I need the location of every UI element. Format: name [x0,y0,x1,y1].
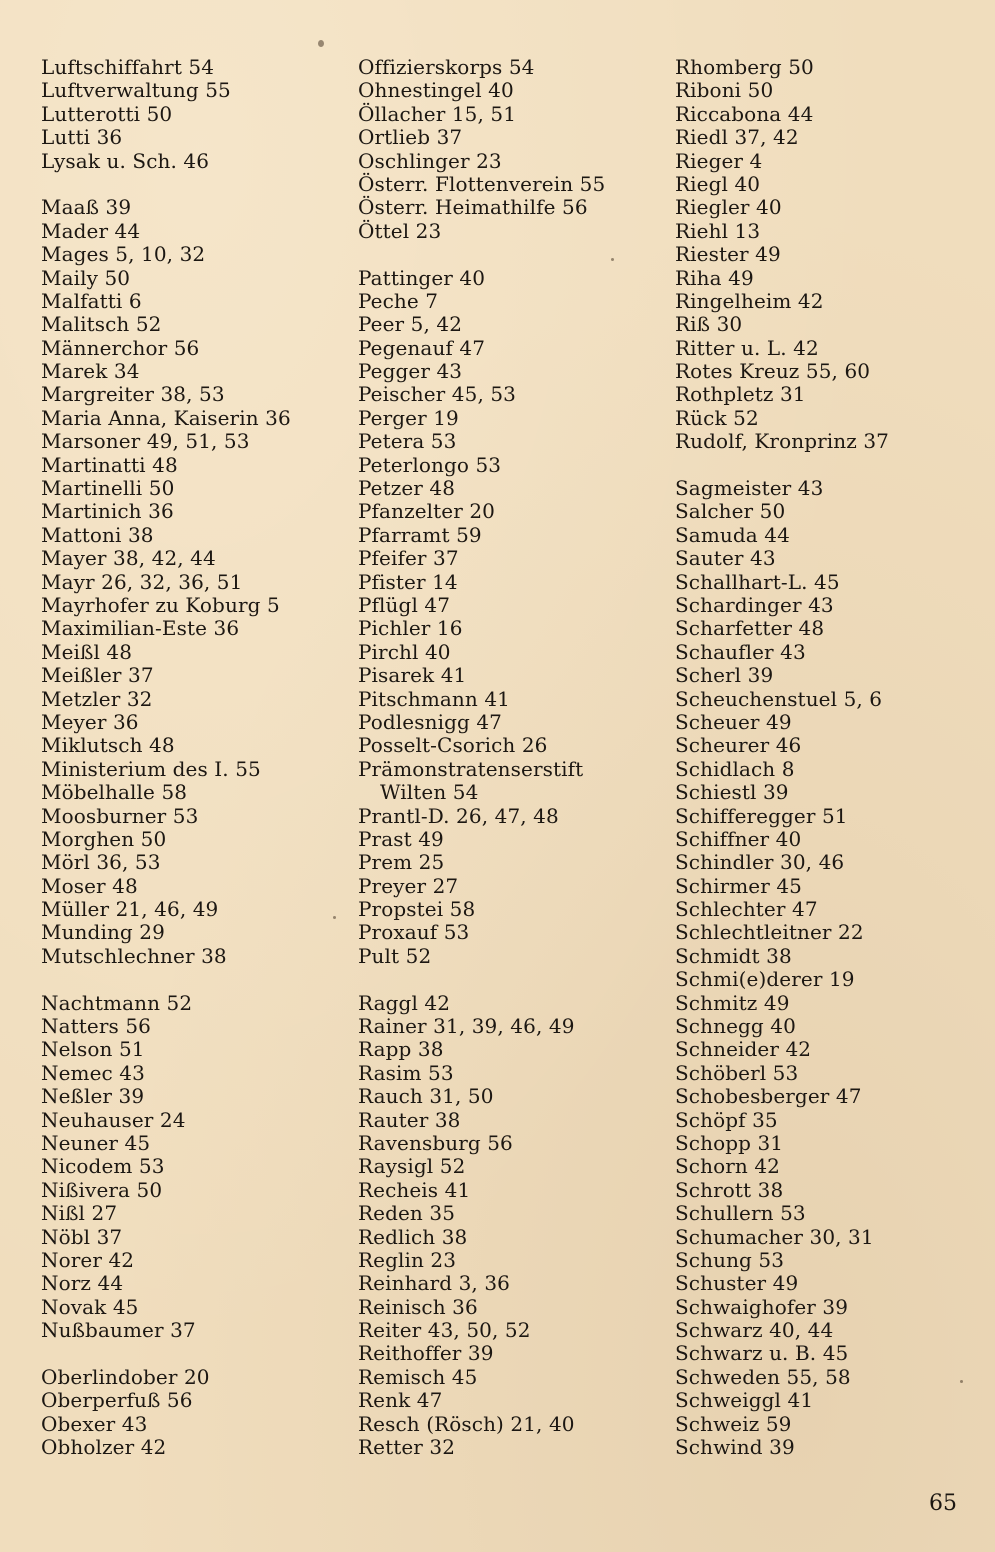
index-entry: Pattinger 40 [358,265,486,290]
index-entry: Nemec 43 [41,1060,145,1085]
index-entry: Raysigl 52 [358,1154,466,1179]
index-entry: Mutschlechner 38 [41,943,227,968]
index-entry: Nachtmann 52 [41,990,193,1015]
index-entry: Öllacher 15, 51 [358,101,517,126]
index-entry: Schallhart-L. 45 [675,569,840,594]
index-entry: Natters 56 [41,1014,151,1039]
index-entry: Mörl 36, 53 [41,850,161,875]
index-entry: Schwind 39 [675,1435,795,1460]
index-entry: Miklutsch 48 [41,733,175,758]
index-entry: Mayer 38, 42, 44 [41,546,216,571]
index-entry: Podlesnigg 47 [358,709,502,734]
index-entry: Martinelli 50 [41,476,175,501]
index-entry: Pichler 16 [358,616,463,641]
index-entry: Peer 5, 42 [358,312,463,337]
index-entry: Rauch 31, 50 [358,1084,494,1109]
index-entry: Nußbaumer 37 [41,1318,196,1343]
index-entry: Martinich 36 [41,499,174,524]
index-entry: Maximilian-Este 36 [41,616,240,641]
index-entry: Renk 47 [358,1388,443,1413]
index-entry: Peischer 45, 53 [358,382,517,407]
index-entry: Pfeifer 37 [358,546,459,571]
index-entry: Reinisch 36 [358,1294,478,1319]
index-entry: Ministerium des I. 55 [41,756,261,781]
ink-speck [333,916,336,919]
index-entry: Lutterotti 50 [41,101,173,126]
index-entry: Mayrhofer zu Koburg 5 [41,592,280,617]
index-entry: Pirchl 40 [358,639,451,664]
index-entry: Petzer 48 [358,476,456,501]
section-gap [41,968,291,991]
index-entry: Posselt-Csorich 26 [358,733,548,758]
index-entry: Luftverwaltung 55 [41,78,231,103]
index-entry: Wilten 54 [380,780,479,805]
index-entry: Schuster 49 [675,1271,799,1296]
index-entry: Pegenauf 47 [358,335,486,360]
index-entry: Schöberl 53 [675,1060,799,1085]
index-entry: Norz 44 [41,1271,124,1296]
page-number: 65 [929,1491,957,1516]
index-entry: Schindler 30, 46 [675,850,845,875]
index-entry: Reinhard 3, 36 [358,1271,510,1296]
index-entry: Ortlieb 37 [358,125,463,150]
index-entry: Mattoni 38 [41,522,154,547]
section-gap [358,968,605,991]
index-entry: Meißl 48 [41,639,133,664]
index-entry: Riboni 50 [675,78,774,103]
index-entry: Resch (Rösch) 21, 40 [358,1411,575,1436]
index-entry: Schnegg 40 [675,1014,796,1039]
index-entry: Scherl 39 [675,663,774,688]
index-entry: Prämonstratenserstift [358,756,584,781]
index-entry: Moosburner 53 [41,803,199,828]
index-entry: Schumacher 30, 31 [675,1224,874,1249]
index-entry: Riha 49 [675,265,754,290]
index-entry: Reiter 43, 50, 52 [358,1318,531,1343]
index-entry: Rieger 4 [675,148,763,173]
index-entry: Lysak u. Sch. 46 [41,148,210,173]
index-entry: Schweiggl 41 [675,1388,814,1413]
index-entry: Maily 50 [41,265,131,290]
index-entry: Obholzer 42 [41,1435,167,1460]
index-column-2 [358,56,605,1459]
index-entry: Reithoffer 39 [358,1341,494,1366]
index-entry: Salcher 50 [675,499,786,524]
index-entry: Rauter 38 [358,1107,461,1132]
index-entry: Öttel 23 [358,218,442,243]
section-gap [41,173,291,196]
index-entry: Schmidt 38 [675,943,792,968]
index-entry: Rasim 53 [358,1060,454,1085]
index-entry: Meißler 37 [41,663,154,688]
index-entry: Österr. Flottenverein 55 [358,171,606,196]
index-entry: Ritter u. L. 42 [675,335,819,360]
index-entry: Männerchor 56 [41,335,200,360]
index-entry: Pfarramt 59 [358,522,482,547]
index-entry: Lutti 36 [41,125,123,150]
index-entry: Müller 21, 46, 49 [41,897,219,922]
index-entry: Pflügl 47 [358,592,451,617]
index-entry: Nißivera 50 [41,1177,163,1202]
index-entry: Marek 34 [41,359,140,384]
index-entry: Prem 25 [358,850,445,875]
index-entry: Maria Anna, Kaiserin 36 [41,405,291,430]
index-entry: Reglin 23 [358,1247,457,1272]
index-entry: Rotes Kreuz 55, 60 [675,359,871,384]
index-entry: Obexer 43 [41,1411,148,1436]
index-entry: Recheis 41 [358,1177,471,1202]
index-entry: Neuner 45 [41,1130,151,1155]
index-entry: Meyer 36 [41,709,139,734]
index-entry: Schmitz 49 [675,990,790,1015]
index-entry: Oberlindober 20 [41,1364,210,1389]
index-entry: Retter 32 [358,1435,456,1460]
index-entry: Remisch 45 [358,1364,478,1389]
index-entry: Schardinger 43 [675,592,834,617]
index-entry: Petera 53 [358,429,457,454]
index-entry: Mader 44 [41,218,141,243]
index-entry: Schwarz 40, 44 [675,1318,834,1343]
index-entry: Neßler 39 [41,1084,145,1109]
index-entry: Metzler 32 [41,686,153,711]
index-entry: Mayr 26, 32, 36, 51 [41,569,243,594]
index-entry: Schidlach 8 [675,756,795,781]
index-entry: Scharfetter 48 [675,616,825,641]
index-entry: Pfanzelter 20 [358,499,495,524]
index-entry: Peche 7 [358,288,439,313]
index-entry: Scheuchenstuel 5, 6 [675,686,883,711]
index-entry: Möbelhalle 58 [41,780,188,805]
index-entry: Nicodem 53 [41,1154,165,1179]
index-entry: Schwaighofer 39 [675,1294,849,1319]
index-entry: Schirmer 45 [675,873,803,898]
index-entry: Oschlinger 23 [358,148,502,173]
index-entry: Schrott 38 [675,1177,784,1202]
index-entry: Rück 52 [675,405,759,430]
index-entry: Schmi(e)derer 19 [675,967,855,992]
index-entry: Neuhauser 24 [41,1107,186,1132]
index-entry: Riester 49 [675,242,781,267]
index-entry: Maaß 39 [41,195,132,220]
index-entry: Moser 48 [41,873,138,898]
index-entry: Martinatti 48 [41,452,178,477]
index-entry: Schöpf 35 [675,1107,778,1132]
index-entry: Prast 49 [358,826,444,851]
index-entry: Morghen 50 [41,826,167,851]
index-entry: Raggl 42 [358,990,451,1015]
index-entry: Schullern 53 [675,1201,806,1226]
index-entry: Schorn 42 [675,1154,780,1179]
index-entry: Offizierskorps 54 [358,55,535,79]
index-entry: Redlich 38 [358,1224,468,1249]
index-entry: Schifferegger 51 [675,803,848,828]
index-column-3 [675,56,889,1459]
index-entry: Rainer 31, 39, 46, 49 [358,1014,575,1039]
index-entry: Ravensburg 56 [358,1130,513,1155]
index-entry: Prantl-D. 26, 47, 48 [358,803,559,828]
index-entry: Schneider 42 [675,1037,812,1062]
index-entry: Norer 42 [41,1247,135,1272]
index-entry: Schlechtleitner 22 [675,920,864,945]
index-entry: Riß 30 [675,312,743,337]
index-entry: Pult 52 [358,943,432,968]
index-entry: Marsoner 49, 51, 53 [41,429,250,454]
index-entry: Schopp 31 [675,1130,784,1155]
index-entry: Riehl 13 [675,218,761,243]
index-entry: Malitsch 52 [41,312,162,337]
ink-speck [318,40,324,47]
index-entry: Pitschmann 41 [358,686,510,711]
index-entry: Propstei 58 [358,897,476,922]
index-entry: Reden 35 [358,1201,456,1226]
index-entry: Scheurer 46 [675,733,802,758]
index-entry: Novak 45 [41,1294,139,1319]
index-entry: Schiffner 40 [675,826,802,851]
index-entry: Proxauf 53 [358,920,470,945]
index-entry: Schlechter 47 [675,897,818,922]
ink-speck [611,258,614,261]
index-entry: Nißl 27 [41,1201,118,1226]
index-entry: Riccabona 44 [675,101,814,126]
index-entry: Riedl 37, 42 [675,125,799,150]
index-entry: Schweiz 59 [675,1411,792,1436]
index-entry: Samuda 44 [675,522,790,547]
index-entry: Schwarz u. B. 45 [675,1341,849,1366]
index-entry: Luftschiffahrt 54 [41,55,215,79]
index-entry: Pfister 14 [358,569,458,594]
index-entry: Pisarek 41 [358,663,467,688]
index-entry: Perger 19 [358,405,459,430]
index-entry: Ringelheim 42 [675,288,824,313]
index-entry: Rudolf, Kronprinz 37 [675,429,889,454]
section-gap [41,1342,291,1365]
index-entry: Rhomberg 50 [675,55,814,79]
index-entry: Sagmeister 43 [675,476,824,501]
index-entry: Schobesberger 47 [675,1084,862,1109]
index-entry: Riegler 40 [675,195,782,220]
index-entry: Riegl 40 [675,171,761,196]
index-entry: Schaufler 43 [675,639,806,664]
index-entry: Sauter 43 [675,546,776,571]
index-entry: Rapp 38 [358,1037,444,1062]
section-gap [675,454,889,477]
index-entry: Österr. Heimathilfe 56 [358,195,588,220]
ink-speck [960,1380,963,1383]
index-entry: Schiestl 39 [675,780,789,805]
index-entry: Ohnestingel 40 [358,78,514,103]
index-column-1 [41,56,291,1459]
index-entry: Nöbl 37 [41,1224,123,1249]
index-entry: Malfatti 6 [41,288,142,313]
index-entry: Margreiter 38, 53 [41,382,225,407]
section-gap [358,243,605,266]
index-entry: Munding 29 [41,920,165,945]
index-entry: Mages 5, 10, 32 [41,242,206,267]
index-entry: Rothpletz 31 [675,382,806,407]
index-entry: Schung 53 [675,1247,785,1272]
index-entry: Schweden 55, 58 [675,1364,851,1389]
index-entry: Peterlongo 53 [358,452,502,477]
index-entry: Pegger 43 [358,359,463,384]
index-entry: Nelson 51 [41,1037,145,1062]
index-entry: Oberperfuß 56 [41,1388,193,1413]
index-entry: Scheuer 49 [675,709,792,734]
index-entry: Preyer 27 [358,873,459,898]
